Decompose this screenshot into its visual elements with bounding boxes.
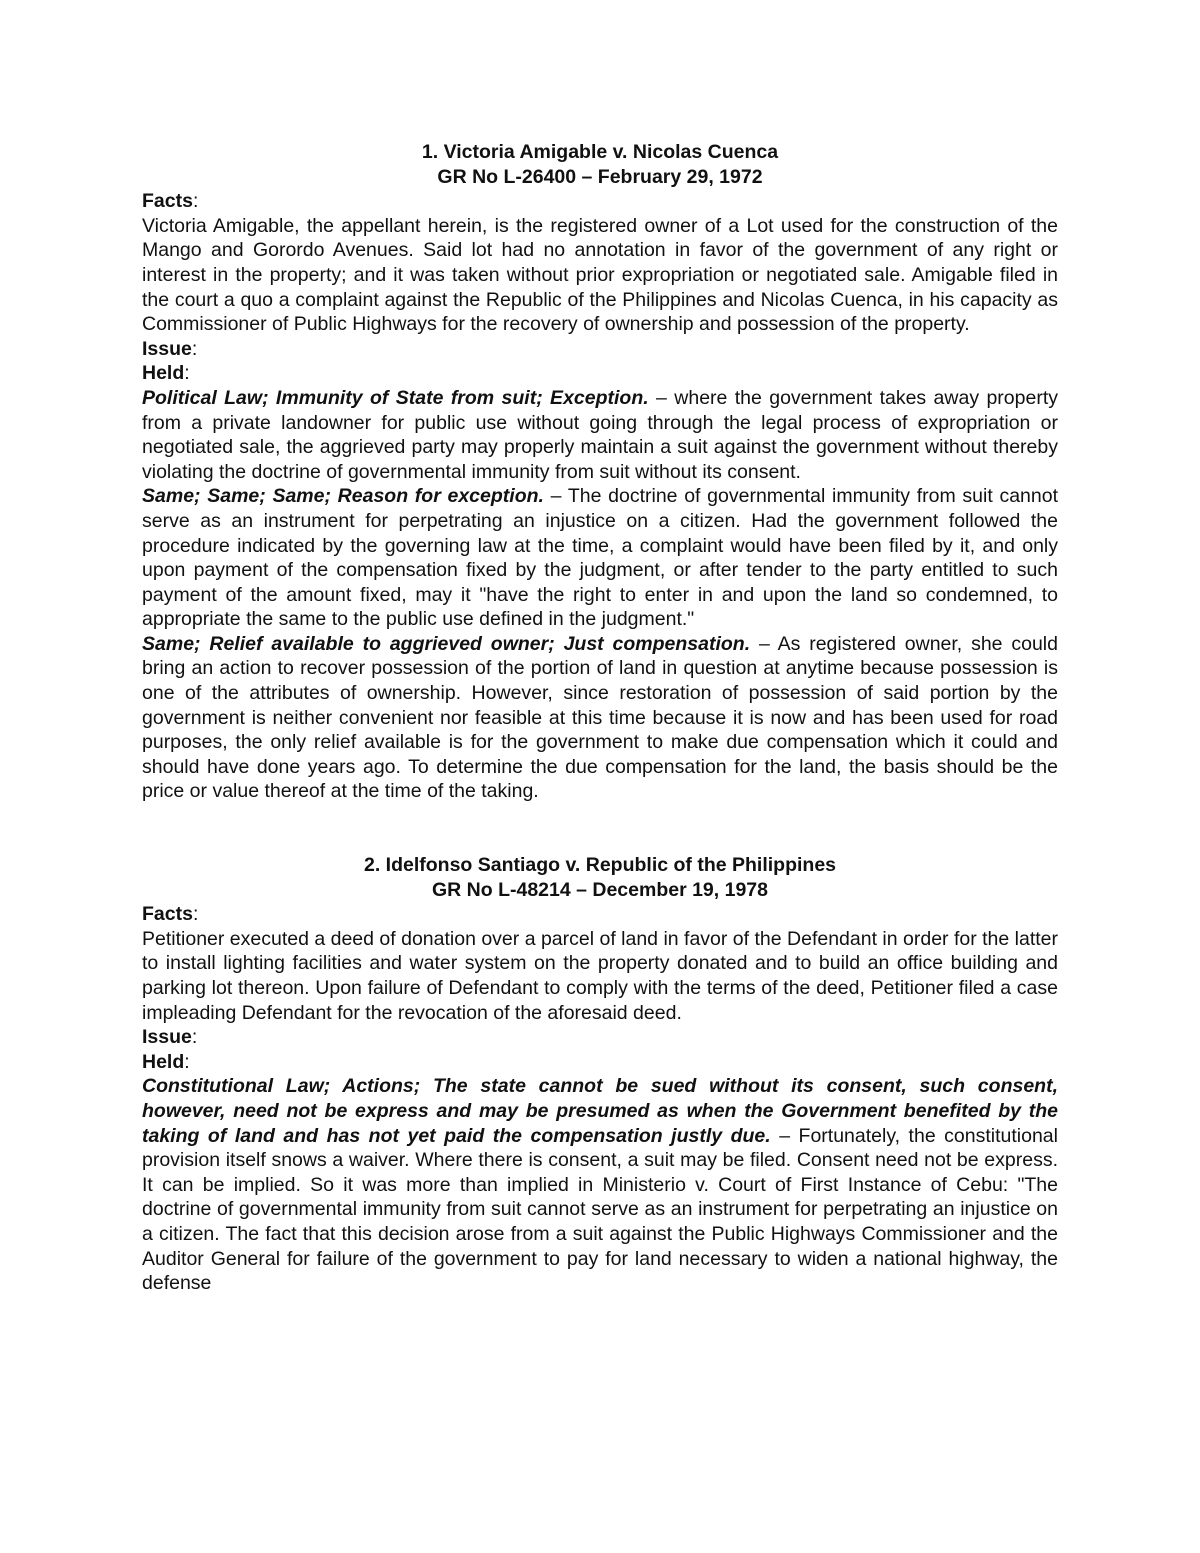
case-gr-number: GR No L-26400 – February 29, 1972 <box>437 165 763 188</box>
facts-label: Facts: <box>142 190 199 213</box>
held-text: – where the government takes away property from a private landowner for public use without going through the legal process of expropriation or negotiated sale, the aggrieved party may properly maintain a suit against the government without thereby violating the doctrine of governmental immunity from suit without its consent. <box>142 386 1058 483</box>
held-paragraph <box>142 632 1058 804</box>
facts-text: Victoria Amigable, the appellant herein, is the registered owner of a Lot used for the construction of the Mango and Gorordo Avenues. Said lot had no annotation in favor of the government of any right or interest in the property; and it was taken without prior expropriation or negotiated sale. Amigable filed in the court a quo a complaint against the Republic of the Philippines and Nicolas Cuenca, in his capacity as Commissioner of Public Highways for the recovery of ownership and possession of the property. <box>142 214 1058 336</box>
section-gap <box>142 804 1058 853</box>
held-text: – As registered owner, she could bring an action to recover possession of the portion of land in question at anytime because possession is one of the attributes of ownership. However, since restoration of possession of said portion by the government is neither convenient nor feasible at this time because it is now and has been used for road purposes, the only relief available is for the government to make due compensation which it could and should have done years ago. To determine the due compensation for the land, the basis should be the price or value thereof at the time of the taking. <box>142 632 1058 803</box>
held-paragraph <box>142 386 1058 484</box>
held-label: Held: <box>142 362 190 385</box>
held-heading: Constitutional Law; Actions; The state cannot be sued without its consent, such consent, however, need not be express and may be presumed as when the Government benefited by the taking of land and has not yet paid the compensation justly due. <box>142 1075 1058 1147</box>
issue-label: Issue: <box>142 1026 198 1049</box>
held-text: – Fortunately, the constitutional provision itself snows a waiver. Where there is consent, a suit may be filed. Consent need not be express. It can be implied. So it was more than implied in Ministerio v. Court of First Instance of Cebu: "The doctrine of governmental immunity from suit cannot serve as an instrument for perpetrating an injustice on a citizen. The fact that this decision arose from a suit against the Public Highways Commissioner and the Auditor General for failure of the government to pay for land necessary to widen a national highway, the defense <box>142 1124 1058 1295</box>
held-heading: Political Law; Immunity of State from suit; Exception. <box>142 386 649 409</box>
held-label: Held: <box>142 1050 190 1073</box>
held-text: – The doctrine of governmental immunity from suit cannot serve as an instrument for perpetrating an injustice on a citizen. Had the government followed the procedure indicated by the governing law at the time, a complaint would have been filed by it, and only upon payment of the compensation fixed by the judgment, or after tender to the party entitled to such payment of the amount fixed, may it "have the right to enter in and upon the land so condemned, to appropriate the same to the public use defined in the judgment." <box>142 485 1058 631</box>
held-paragraph <box>142 484 1058 632</box>
case-1 <box>142 140 1058 804</box>
case-title: 2. Idelfonso Santiago v. Republic of the Philippines <box>363 854 837 877</box>
document-page <box>142 140 1058 1296</box>
issue-label: Issue: <box>142 337 198 360</box>
case-title: 1. Victoria Amigable v. Nicolas Cuenca <box>421 141 779 163</box>
held-paragraph <box>142 1074 1058 1295</box>
facts-label: Facts: <box>142 903 199 926</box>
held-heading: Same; Same; Same; Reason for exception. <box>142 485 544 508</box>
case-gr-number: GR No L-48214 – December 19, 1978 <box>431 878 768 901</box>
case-2 <box>142 853 1058 1296</box>
held-heading: Same; Relief available to aggrieved owner; Just compensation. <box>142 632 751 655</box>
facts-text: Petitioner executed a deed of donation over a parcel of land in favor of the Defendant in order for the latter to install lighting facilities and water system on the property donated and to build an office building and parking lot thereon. Upon failure of Defendant to comply with the terms of the deed, Petitioner filed a case impleading Defendant for the revocation of the aforesaid deed. <box>142 927 1059 1024</box>
